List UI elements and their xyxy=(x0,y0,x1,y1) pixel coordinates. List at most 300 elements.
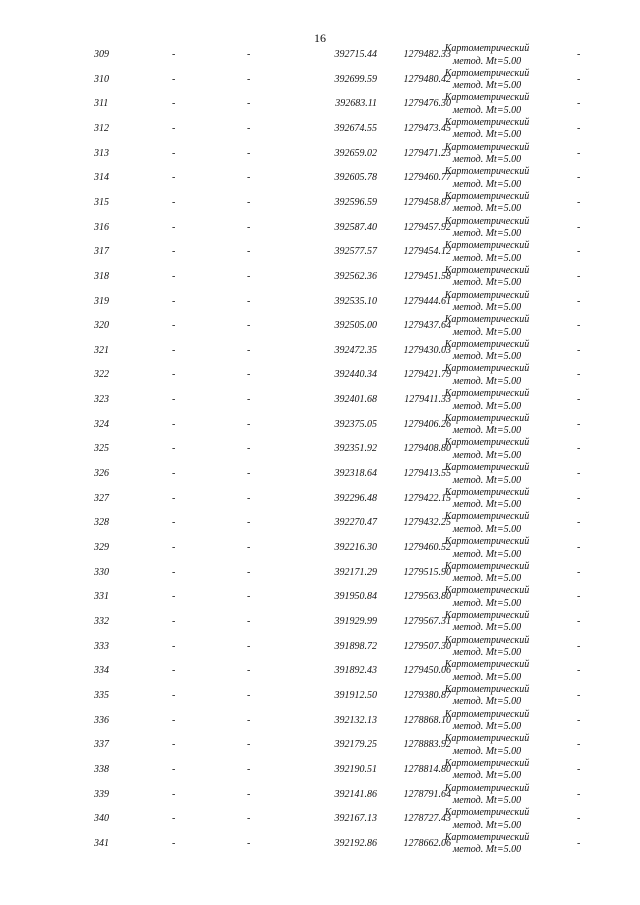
empty-cell: - xyxy=(577,270,581,282)
coordinate-y: 1279432.25 xyxy=(403,517,451,529)
point-number: 336 xyxy=(94,714,109,726)
empty-cell: - xyxy=(247,714,251,726)
method-line2: метод. Mt=5.00 xyxy=(452,499,522,511)
coordinate-x: 391929.99 xyxy=(334,615,377,627)
method-line1: Картометрический xyxy=(444,708,530,720)
empty-cell: - xyxy=(172,813,176,825)
method-line2: метод. Mt=5.00 xyxy=(452,252,522,264)
empty-cell: - xyxy=(172,270,176,282)
method-line1: Картометрический xyxy=(444,831,530,843)
method-line2: метод. Mt=5.00 xyxy=(452,449,522,461)
method-line1: Картометрический xyxy=(444,609,530,621)
point-number: 321 xyxy=(94,344,109,356)
table-row xyxy=(0,166,640,191)
coordinate-y: 1279476.30 xyxy=(403,98,451,110)
method-line2: метод. Mt=5.00 xyxy=(452,55,522,67)
method-line2: метод. Mt=5.00 xyxy=(452,104,522,116)
method-line2: метод. Mt=5.00 xyxy=(452,326,522,338)
table-row xyxy=(0,807,640,832)
empty-cell: - xyxy=(172,517,176,529)
method-cell xyxy=(438,635,536,660)
point-number: 319 xyxy=(94,295,109,307)
empty-cell: - xyxy=(247,246,251,258)
method-cell xyxy=(438,462,536,487)
point-number: 323 xyxy=(94,394,109,406)
point-number: 334 xyxy=(94,665,109,677)
method-line2: метод. Mt=5.00 xyxy=(452,474,522,486)
coordinate-y: 1279458.87 xyxy=(403,196,451,208)
point-number: 329 xyxy=(94,542,109,553)
empty-cell: - xyxy=(172,739,176,751)
coordinate-y: 1279507.30 xyxy=(403,640,451,652)
table-row xyxy=(0,413,640,438)
empty-cell: - xyxy=(247,98,251,110)
method-cell xyxy=(438,314,536,339)
empty-cell: - xyxy=(172,640,176,652)
method-cell xyxy=(438,92,536,117)
method-line1: Картометрический xyxy=(444,733,530,745)
empty-cell: - xyxy=(577,468,581,480)
empty-cell: - xyxy=(172,344,176,356)
method-cell xyxy=(438,487,536,512)
table-row xyxy=(0,142,640,167)
empty-cell: - xyxy=(247,295,251,307)
empty-cell: - xyxy=(247,49,251,60)
coordinate-x: 392270.47 xyxy=(334,517,377,529)
empty-cell: - xyxy=(577,221,581,233)
empty-cell: - xyxy=(172,49,176,60)
point-number: 335 xyxy=(94,689,109,701)
empty-cell: - xyxy=(172,714,176,726)
point-number: 315 xyxy=(94,196,109,208)
empty-cell: - xyxy=(247,196,251,208)
coordinate-x: 391912.50 xyxy=(334,689,377,701)
coordinate-y: 1279460.77 xyxy=(403,172,451,184)
method-line2: метод. Mt=5.00 xyxy=(452,375,522,387)
point-number: 330 xyxy=(94,566,109,578)
empty-cell: - xyxy=(577,344,581,356)
empty-cell: - xyxy=(172,98,176,110)
empty-cell: - xyxy=(577,591,581,603)
empty-cell: - xyxy=(577,122,581,134)
method-cell xyxy=(438,709,536,734)
point-number: 312 xyxy=(94,122,109,134)
point-number: 309 xyxy=(94,49,109,60)
empty-cell: - xyxy=(247,394,251,406)
method-line1: Картометрический xyxy=(444,92,530,104)
empty-cell: - xyxy=(577,98,581,110)
empty-cell: - xyxy=(247,270,251,282)
method-line2: метод. Mt=5.00 xyxy=(452,696,522,708)
coordinate-y: 1279563.80 xyxy=(403,591,451,603)
table-row xyxy=(0,240,640,265)
empty-cell: - xyxy=(577,714,581,726)
point-number: 322 xyxy=(94,369,109,381)
coordinate-x: 392171.29 xyxy=(334,566,377,578)
coordinate-y: 1279406.26 xyxy=(403,418,451,430)
coordinate-y: 1279473.45 xyxy=(403,122,451,134)
point-number: 318 xyxy=(94,270,109,282)
table-row xyxy=(0,265,640,290)
table-row xyxy=(0,487,640,512)
empty-cell: - xyxy=(172,788,176,800)
coordinate-y: 1278791.64 xyxy=(403,788,451,800)
table-row xyxy=(0,561,640,586)
method-line1: Картометрический xyxy=(444,314,530,326)
empty-cell: - xyxy=(247,492,251,504)
method-cell xyxy=(438,659,536,684)
method-cell xyxy=(438,511,536,536)
coordinate-x: 392192.86 xyxy=(334,837,377,849)
empty-cell: - xyxy=(172,468,176,480)
coordinate-x: 392141.86 xyxy=(334,788,377,800)
method-cell xyxy=(438,437,536,462)
coordinate-y: 1279444.61 xyxy=(403,295,451,307)
method-cell xyxy=(438,733,536,758)
method-cell xyxy=(438,832,536,857)
method-line1: Картометрический xyxy=(444,486,530,498)
point-number: 332 xyxy=(94,615,109,627)
coordinate-x: 392505.00 xyxy=(334,320,377,332)
empty-cell: - xyxy=(577,788,581,800)
table-row xyxy=(0,733,640,758)
coordinate-y: 1279482.33 xyxy=(403,49,451,60)
empty-cell: - xyxy=(577,689,581,701)
method-line2: метод. Mt=5.00 xyxy=(452,400,522,412)
table-row xyxy=(0,363,640,388)
empty-cell: - xyxy=(577,615,581,627)
method-line1: Картометрический xyxy=(444,363,530,375)
empty-cell: - xyxy=(172,320,176,332)
page-number: 16 xyxy=(314,31,326,45)
empty-cell: - xyxy=(247,837,251,849)
empty-cell: - xyxy=(172,196,176,208)
point-number: 328 xyxy=(94,517,109,529)
method-cell xyxy=(438,585,536,610)
empty-cell: - xyxy=(247,147,251,159)
method-cell xyxy=(438,240,536,265)
coordinate-y: 1279454.12 xyxy=(403,246,451,258)
empty-cell: - xyxy=(247,615,251,627)
table-row xyxy=(0,191,640,216)
method-cell xyxy=(438,684,536,709)
empty-cell: - xyxy=(247,443,251,455)
table-row xyxy=(0,536,640,561)
point-number: 326 xyxy=(94,468,109,480)
method-line2: метод. Mt=5.00 xyxy=(452,129,522,141)
method-line2: метод. Mt=5.00 xyxy=(452,597,522,609)
method-cell xyxy=(438,265,536,290)
coordinate-x: 392605.78 xyxy=(334,172,377,184)
method-line1: Картометрический xyxy=(444,190,530,202)
coordinate-x: 392167.13 xyxy=(334,813,377,825)
coordinate-y: 1279411.33 xyxy=(404,394,451,406)
coordinate-y: 1279515.90 xyxy=(403,566,451,578)
coordinate-y: 1279457.92 xyxy=(403,221,451,233)
method-line2: метод. Mt=5.00 xyxy=(452,721,522,733)
coordinate-y: 1278814.80 xyxy=(403,763,451,775)
point-number: 314 xyxy=(94,172,109,184)
empty-cell: - xyxy=(172,394,176,406)
coordinate-y: 1279460.52 xyxy=(403,542,451,553)
coordinate-x: 392190.51 xyxy=(334,763,377,775)
method-cell xyxy=(438,339,536,364)
coordinate-x: 391950.84 xyxy=(334,591,377,603)
empty-cell: - xyxy=(577,813,581,825)
empty-cell: - xyxy=(247,566,251,578)
table-row xyxy=(0,684,640,709)
table-row xyxy=(0,68,640,93)
empty-cell: - xyxy=(577,640,581,652)
empty-cell: - xyxy=(172,221,176,233)
method-cell xyxy=(438,290,536,315)
empty-cell: - xyxy=(577,320,581,332)
empty-cell: - xyxy=(172,246,176,258)
coordinate-y: 1279480.42 xyxy=(403,73,451,85)
coordinate-x: 392179.25 xyxy=(334,739,377,751)
coordinate-y: 1278868.10 xyxy=(403,714,451,726)
empty-cell: - xyxy=(172,837,176,849)
method-line2: метод. Mt=5.00 xyxy=(452,647,522,659)
empty-cell: - xyxy=(247,591,251,603)
method-line2: метод. Mt=5.00 xyxy=(452,178,522,190)
table-row xyxy=(0,117,640,142)
method-line1: Картометрический xyxy=(444,141,530,153)
empty-cell: - xyxy=(247,542,251,553)
method-line1: Картометрический xyxy=(444,43,530,54)
method-line1: Картометрический xyxy=(444,782,530,794)
method-line1: Картометрический xyxy=(444,412,530,424)
coordinate-y: 1279471.23 xyxy=(403,147,451,159)
method-line2: метод. Mt=5.00 xyxy=(452,154,522,166)
point-number: 325 xyxy=(94,443,109,455)
table-row xyxy=(0,462,640,487)
empty-cell: - xyxy=(577,369,581,381)
method-cell xyxy=(438,536,536,561)
empty-cell: - xyxy=(577,73,581,85)
coordinate-y: 1279413.55 xyxy=(403,468,451,480)
method-line2: метод. Mt=5.00 xyxy=(452,523,522,535)
point-number: 311 xyxy=(94,98,109,110)
point-number: 333 xyxy=(94,640,109,652)
method-line2: метод. Mt=5.00 xyxy=(452,844,522,856)
table-row xyxy=(0,511,640,536)
method-line1: Картометрический xyxy=(444,264,530,276)
coordinate-x: 392351.92 xyxy=(334,443,377,455)
coordinate-x: 392683.11 xyxy=(335,98,377,110)
empty-cell: - xyxy=(172,443,176,455)
method-line1: Картометрический xyxy=(444,462,530,474)
coordinate-x: 392596.59 xyxy=(334,196,377,208)
empty-cell: - xyxy=(172,665,176,677)
method-line1: Картометрический xyxy=(444,67,530,79)
method-line1: Картометрический xyxy=(444,807,530,819)
method-cell xyxy=(438,413,536,438)
table-row xyxy=(0,758,640,783)
table-row xyxy=(0,659,640,684)
method-line1: Картометрический xyxy=(444,511,530,523)
coordinate-y: 1279437.64 xyxy=(403,320,451,332)
method-line2: метод. Mt=5.00 xyxy=(452,228,522,240)
point-number: 331 xyxy=(94,591,109,603)
coordinate-x: 392659.02 xyxy=(334,147,377,159)
table-row xyxy=(0,92,640,117)
coordinate-y: 1279430.03 xyxy=(403,344,451,356)
method-cell xyxy=(438,610,536,635)
empty-cell: - xyxy=(577,566,581,578)
coordinate-x: 392318.64 xyxy=(334,468,377,480)
method-cell xyxy=(438,807,536,832)
empty-cell: - xyxy=(247,813,251,825)
empty-cell: - xyxy=(172,492,176,504)
coordinate-x: 392577.57 xyxy=(334,246,377,258)
coordinate-y: 1278662.06 xyxy=(403,837,451,849)
empty-cell: - xyxy=(247,369,251,381)
empty-cell: - xyxy=(577,147,581,159)
point-number: 339 xyxy=(94,788,109,800)
method-line2: метод. Mt=5.00 xyxy=(452,795,522,806)
method-line2: метод. Mt=5.00 xyxy=(452,203,522,215)
coordinate-x: 392401.68 xyxy=(334,394,377,406)
empty-cell: - xyxy=(172,369,176,381)
empty-cell: - xyxy=(577,49,581,60)
method-line1: Картометрический xyxy=(444,659,530,671)
method-line2: метод. Mt=5.00 xyxy=(452,819,522,831)
coordinate-x: 392440.34 xyxy=(334,369,377,381)
empty-cell: - xyxy=(247,640,251,652)
coordinate-y: 1279408.80 xyxy=(403,443,451,455)
empty-cell: - xyxy=(577,246,581,258)
empty-cell: - xyxy=(577,837,581,849)
method-line1: Картометрический xyxy=(444,536,530,547)
method-cell xyxy=(438,142,536,167)
point-number: 337 xyxy=(94,739,109,751)
empty-cell: - xyxy=(577,443,581,455)
coordinate-x: 392375.05 xyxy=(334,418,377,430)
empty-cell: - xyxy=(577,394,581,406)
table-row xyxy=(0,709,640,734)
point-number: 341 xyxy=(94,837,109,849)
method-line1: Картометрический xyxy=(444,289,530,301)
empty-cell: - xyxy=(247,418,251,430)
method-line1: Картометрический xyxy=(444,116,530,128)
method-cell xyxy=(438,68,536,93)
method-cell xyxy=(438,43,536,68)
table-row xyxy=(0,585,640,610)
method-cell xyxy=(438,561,536,586)
empty-cell: - xyxy=(172,418,176,430)
coordinate-x: 392296.48 xyxy=(334,492,377,504)
table-row xyxy=(0,290,640,315)
coordinate-x: 392216.30 xyxy=(334,542,377,553)
method-cell xyxy=(438,783,536,808)
empty-cell: - xyxy=(172,566,176,578)
point-number: 320 xyxy=(94,320,109,332)
table-row xyxy=(0,43,640,68)
method-cell xyxy=(438,117,536,142)
point-number: 313 xyxy=(94,147,109,159)
table-row xyxy=(0,437,640,462)
method-line1: Картометрический xyxy=(444,437,530,449)
point-number: 327 xyxy=(94,492,109,504)
point-number: 324 xyxy=(94,418,109,430)
method-line2: метод. Mt=5.00 xyxy=(452,80,522,92)
coordinate-y: 1278727.43 xyxy=(403,813,451,825)
empty-cell: - xyxy=(247,122,251,134)
empty-cell: - xyxy=(577,542,581,553)
empty-cell: - xyxy=(577,665,581,677)
empty-cell: - xyxy=(172,147,176,159)
method-line2: метод. Mt=5.00 xyxy=(452,548,522,560)
method-line1: Картометрический xyxy=(444,240,530,252)
method-line1: Картометрический xyxy=(444,683,530,695)
empty-cell: - xyxy=(247,468,251,480)
method-line1: Картометрический xyxy=(444,388,530,400)
empty-cell: - xyxy=(247,739,251,751)
empty-cell: - xyxy=(247,665,251,677)
empty-cell: - xyxy=(172,763,176,775)
empty-cell: - xyxy=(172,295,176,307)
method-line2: метод. Mt=5.00 xyxy=(452,573,522,585)
empty-cell: - xyxy=(172,172,176,184)
coordinate-x: 392562.36 xyxy=(334,270,377,282)
empty-cell: - xyxy=(247,172,251,184)
table-row xyxy=(0,783,640,808)
empty-cell: - xyxy=(247,788,251,800)
coordinate-x: 392535.10 xyxy=(334,295,377,307)
coordinate-x: 392674.55 xyxy=(334,122,377,134)
method-line1: Картометрический xyxy=(444,338,530,350)
empty-cell: - xyxy=(577,739,581,751)
table-row xyxy=(0,388,640,413)
empty-cell: - xyxy=(247,73,251,85)
coordinate-x: 392132.13 xyxy=(334,714,377,726)
coordinate-x: 392699.59 xyxy=(334,73,377,85)
method-cell xyxy=(438,388,536,413)
empty-cell: - xyxy=(247,221,251,233)
point-number: 310 xyxy=(94,73,109,85)
method-line2: метод. Mt=5.00 xyxy=(452,425,522,437)
table-row xyxy=(0,216,640,241)
coordinate-y: 1278883.92 xyxy=(403,739,451,751)
empty-cell: - xyxy=(247,344,251,356)
method-line2: метод. Mt=5.00 xyxy=(452,770,522,782)
table-row xyxy=(0,339,640,364)
table-row xyxy=(0,314,640,339)
empty-cell: - xyxy=(247,689,251,701)
table-row xyxy=(0,832,640,857)
method-line1: Картометрический xyxy=(444,166,530,178)
point-number: 340 xyxy=(94,813,109,825)
empty-cell: - xyxy=(172,73,176,85)
point-number: 317 xyxy=(94,246,109,258)
coordinate-y: 1279450.06 xyxy=(403,665,451,677)
coordinate-x: 392587.40 xyxy=(334,221,377,233)
empty-cell: - xyxy=(172,542,176,553)
point-number: 316 xyxy=(94,221,109,233)
method-cell xyxy=(438,758,536,783)
coordinate-y: 1279567.31 xyxy=(403,615,451,627)
coordinate-x: 392472.35 xyxy=(334,344,377,356)
table-row xyxy=(0,610,640,635)
empty-cell: - xyxy=(577,517,581,529)
coordinate-y: 1279380.87 xyxy=(403,689,451,701)
empty-cell: - xyxy=(172,122,176,134)
coordinate-x: 392715.44 xyxy=(334,49,377,60)
empty-cell: - xyxy=(172,689,176,701)
coordinate-y: 1279422.15 xyxy=(403,492,451,504)
coordinate-y: 1279421.79 xyxy=(403,369,451,381)
